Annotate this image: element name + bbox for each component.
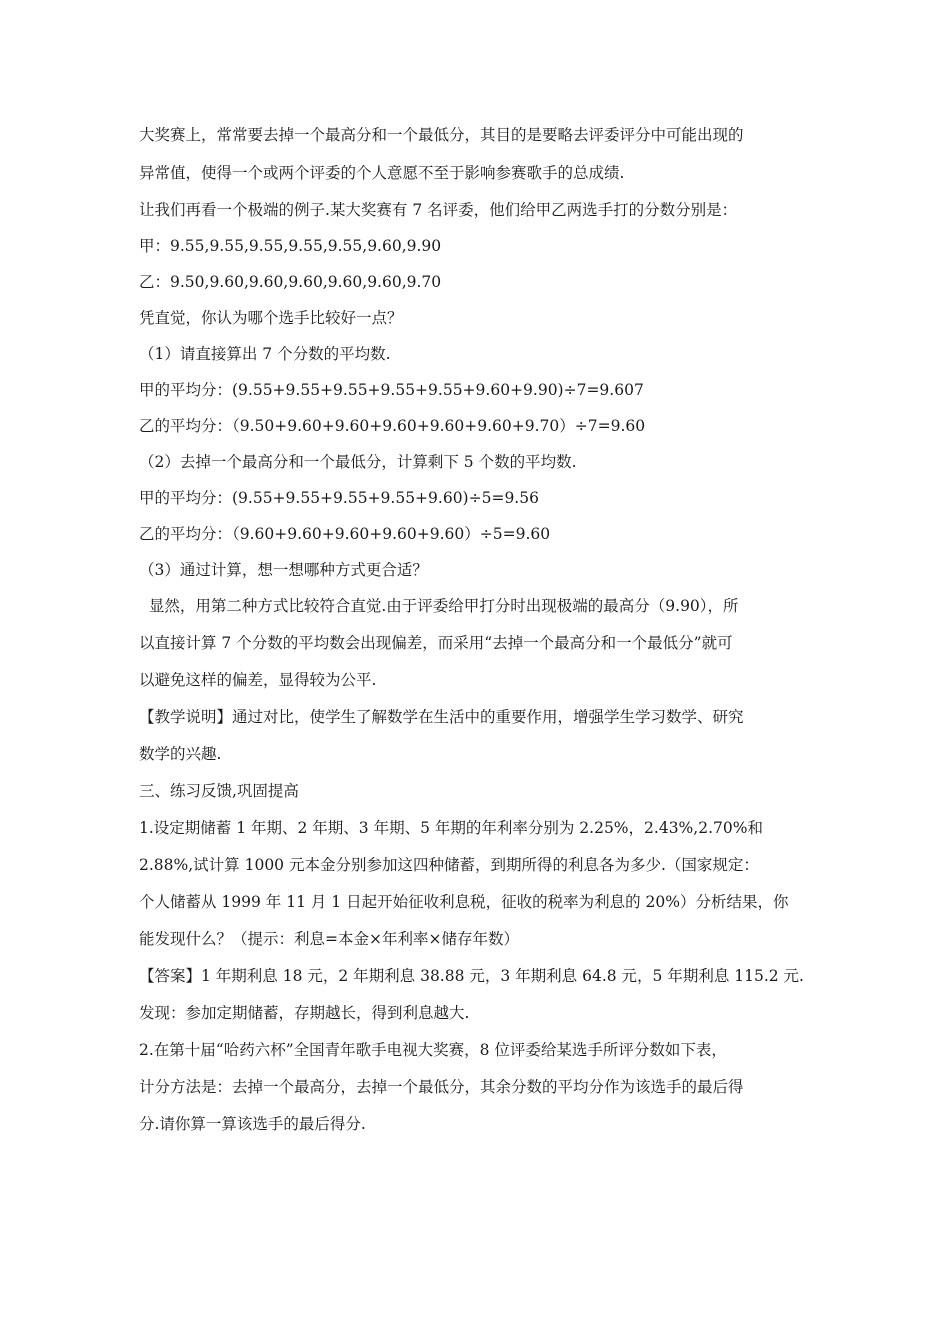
text-line: （1）请直接算出 7 个分数的平均数. [139, 345, 391, 363]
text-line: 计分方法是：去掉一个最高分，去掉一个最低分，其余分数的平均分作为该选手的最后得 [139, 1078, 744, 1096]
text-line: 个人储蓄从 1999 年 11 月 1 日起开始征收利息税，征收的税率为利息的 20%）分析结果，你 [139, 893, 789, 911]
text-line: 甲：9.55,9.55,9.55,9.55,9.55,9.60,9.90 [139, 237, 442, 255]
text-line: 【教学说明】通过对比，使学生了解数学在生活中的重要作用，增强学生学习数学、研究 [139, 708, 744, 726]
text-line: 显然，用第二种方式比较符合直觉.由于评委给甲打分时出现极端的最高分（9.90），所 [139, 597, 739, 615]
text-line: 甲的平均分：(9.55+9.55+9.55+9.55+9.60)÷5=9.56 [139, 489, 539, 507]
text-line: 乙的平均分：（9.50+9.60+9.60+9.60+9.60+9.60+9.70）÷7=9.60 [139, 417, 646, 435]
text-line: 2.在第十届“哈药六杯”全国青年歌手电视大奖赛，8 位评委给某选手所评分数如下表， [139, 1041, 727, 1059]
text-line: 凭直觉，你认为哪个选手比较好一点？ [139, 309, 403, 327]
section-heading: 三、练习反馈,巩固提高 [139, 782, 299, 800]
text-line: 大奖赛上，常常要去掉一个最高分和一个最低分，其目的是要略去评委评分中可能出现的 [139, 126, 744, 144]
text-line: 以直接计算 7 个分数的平均数会出现偏差，而采用“去掉一个最高分和一个最低分”就可 [139, 634, 733, 652]
document-body [139, 116, 819, 1143]
text-line: 发现：参加定期储蓄，存期越长，得到利息越大. [139, 1004, 470, 1022]
text-line: 1.设定期储蓄 1 年期、2 年期、3 年期、5 年期的年利率分别为 2.25%，2.43%,2.70%和 [139, 819, 763, 837]
text-line: （3）通过计算，想一想哪种方式更合适？ [139, 561, 428, 579]
text-line: 【答案】1 年期利息 18 元，2 年期利息 38.88 元，3 年期利息 64.8 元，5 年期利息 115.2 元. [139, 967, 804, 985]
text-line: 乙：9.50,9.60,9.60,9.60,9.60,9.60,9.70 [139, 273, 442, 291]
text-line: 乙的平均分：（9.60+9.60+9.60+9.60+9.60）÷5=9.60 [139, 525, 551, 543]
text-line: 让我们再看一个极端的例子.某大奖赛有 7 名评委，他们给甲乙两选手打的分数分别是： [139, 201, 738, 219]
text-line: （2）去掉一个最高分和一个最低分，计算剩下 5 个数的平均数. [139, 453, 577, 471]
text-line: 甲的平均分：(9.55+9.55+9.55+9.55+9.55+9.60+9.90)÷7=9.607 [139, 381, 644, 399]
text-line: 分.请你算一算该选手的最后得分. [139, 1115, 366, 1133]
text-line: 能发现什么？（提示：利息=本金×年利率×储存年数） [139, 930, 519, 948]
text-line: 2.88%,试计算 1000 元本金分别参加这四种储蓄，到期所得的利息各为多少.（国家规定： [139, 856, 759, 874]
text-line: 异常值，使得一个或两个评委的个人意愿不至于影响参赛歌手的总成绩. [139, 164, 625, 182]
text-line: 以避免这样的偏差，显得较为公平. [139, 671, 377, 689]
text-line: 数学的兴趣. [139, 745, 222, 763]
